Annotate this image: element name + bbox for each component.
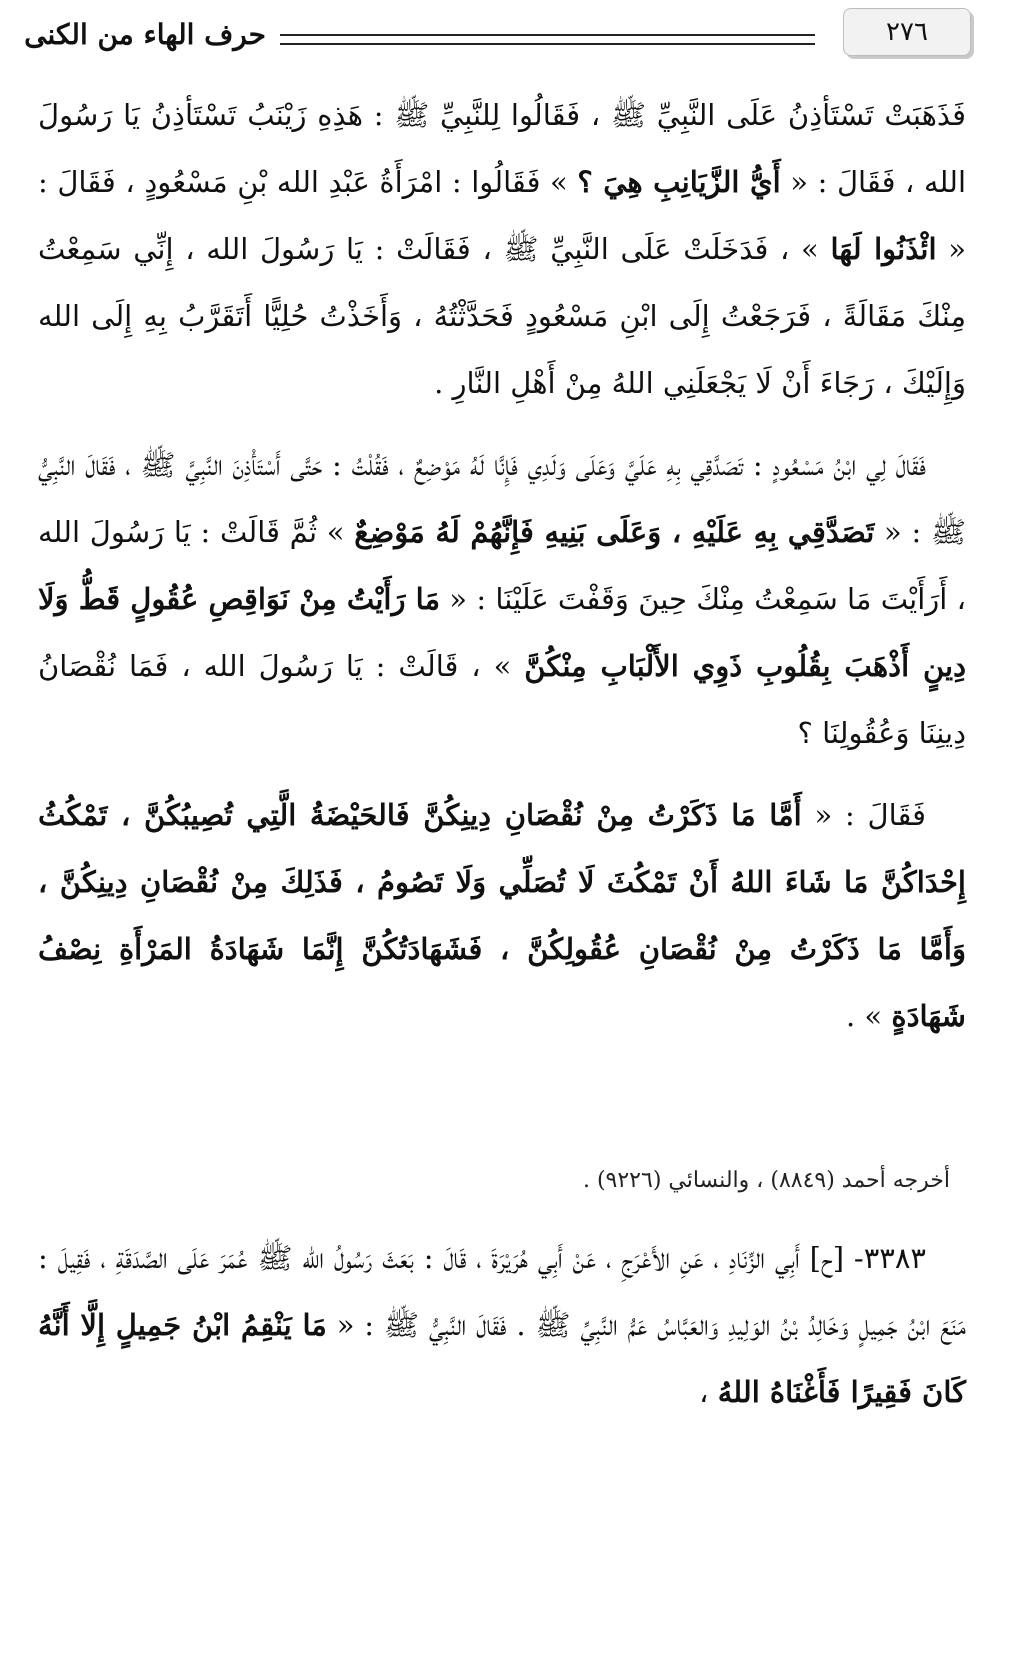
running-header-title: حرف الهاء من الكنى xyxy=(24,18,266,51)
narration-text: ، xyxy=(699,1375,718,1409)
narration-text: فَقَالَ لِي ابْنُ مَسْعُودٍ : تَصَدَّقِي بِهِ عَلَيَّ وَعَلَى وَلَدِي فَإِنَّا لَهُ مَوْضِعٌ ، فَقُلْتُ : حَتَّى أَسْتَأْذِنَ النَّبِيَّ ﷺ ، فَقَالَ النَّبِيُّ ﷺ : « xyxy=(38,448,967,549)
prophetic-saying: مَا يَنْقِمُ ابْنُ جَمِيلٍ إِلَّا أَنَّهُ كَانَ فَقِيرًا فَأَغْنَاهُ اللهُ xyxy=(38,1308,966,1409)
page-number-box xyxy=(843,8,971,56)
paragraph xyxy=(38,82,966,417)
narration-text: ٣٣٨٣- [ح] أَبِي الزِّنَادِ ، عَنِ الأَعْرَجِ ، عَنْ أَبِي هُرَيْرَةَ ، قَالَ : بَعَثَ رَسُولُ الله ﷺ عُمَرَ عَلَى الصَّدَقَةِ ، فَقِيلَ : مَنَعَ ابْنُ جَمِيلٍ وَخَالِدُ بْنُ الوَلِيدِ وَالعَبَّاسُ عَمُّ النَّبِيِّ ﷺ . فَقَالَ النَّبِيُّ ﷺ : « xyxy=(38,1241,966,1342)
prophetic-saying: تَصَدَّقِي بِهِ عَلَيْهِ ، وَعَلَى بَنِيهِ فَإِنَّهُمْ لَهُ مَوْضِعٌ xyxy=(354,515,875,549)
narration-text: » . xyxy=(845,999,892,1033)
paragraph-gap xyxy=(38,767,966,782)
prophetic-saying: ائْذَنُوا لَهَا xyxy=(830,232,937,266)
prophetic-saying: أَيُّ الزَّيَانِبِ هِيَ ؟ xyxy=(577,165,781,199)
hadith-3383 xyxy=(38,1225,966,1426)
narration-text: » ثُمَّ قَالَتْ : يَا رَسُولَ الله ، أَرَأَيْتَ مَا سَمِعْتُ مِنْكَ حِينَ وَقَفْتَ عَلَيْنَا : « xyxy=(38,515,967,616)
paragraph xyxy=(38,432,966,767)
paragraph-gap xyxy=(38,417,966,432)
paragraph xyxy=(38,1225,966,1426)
page-number: ٢٧٦ xyxy=(886,17,928,47)
narration-text: » ، قَالَتْ : يَا رَسُولَ الله ، فَمَا نُقْصَانُ دِينِنَا وَعُقُولِنَا ؟ xyxy=(38,649,966,750)
prophetic-saying: مَا رَأَيْتُ مِنْ نَوَاقِصِ عُقُولٍ قَطُّ وَلَا دِينٍ أَذْهَبَ بِقُلُوبِ ذَوِي الأَلْبَابِ مِنْكُنَّ xyxy=(38,582,967,683)
source-reference: أخرجه أحمد (٨٨٤٩) ، والنسائي (٩٢٢٦) . xyxy=(582,1168,950,1193)
narration-text: » ، فَدَخَلَتْ عَلَى النَّبِيِّ ﷺ ، فَقَالَتْ : يَا رَسُولَ الله ، إِنِّي سَمِعْتُ مِنْكَ مَقَالَةً ، فَرَجَعْتُ إِلَى ابْنِ مَسْعُودٍ فَحَدَّثْتُهُ ، وَأَخَذْتُ حُلِيًّا أَتَقَرَّبُ بِهِ إِلَى الله وَإِلَيْكَ ، رَجَاءَ أَنْ لَا يَجْعَلَنِي اللهُ مِنْ أَهْلِ النَّارِ . xyxy=(38,232,966,400)
header-rule xyxy=(280,34,815,45)
narration-text: فَقَالَ : « xyxy=(801,798,927,832)
prophetic-saying: أَمَّا مَا ذَكَرْتُ مِنْ نُقْصَانِ دِينِكُنَّ فَالحَيْضَةُ الَّتِي تُصِيبُكُنَّ ، تَمْكُثُ إِحْدَاكُنَّ مَا شَاءَ اللهُ أَنْ تَمْكُثَ لَا تُصَلِّي وَلَا تَصُومُ ، فَذَلِكَ مِنْ نُقْصَانِ دِينِكُنَّ ، وَأَمَّا مَا ذَكَرْتُ مِنْ نُقْصَانِ عُقُولِكُنَّ ، فَشَهَادَتُكُنَّ إِنَّمَا شَهَادَةُ المَرْأَةِ نِصْفُ شَهَادَةٍ xyxy=(38,798,966,1033)
narration-text: » فَقَالُوا : امْرَأَةُ عَبْدِ الله بْنِ مَسْعُودٍ ، فَقَالَ : « xyxy=(38,165,966,266)
paragraph xyxy=(38,782,966,1050)
narration-text: فَذَهَبَتْ تَسْتَأذِنُ عَلَى النَّبِيِّ ﷺ ، فَقَالُوا لِلنَّبِيِّ ﷺ : هَذِهِ زَيْنَبُ تَسْتَأذِنُ يَا رَسُولَ الله ، فَقَالَ : « xyxy=(38,98,966,199)
main-text xyxy=(38,82,966,1050)
